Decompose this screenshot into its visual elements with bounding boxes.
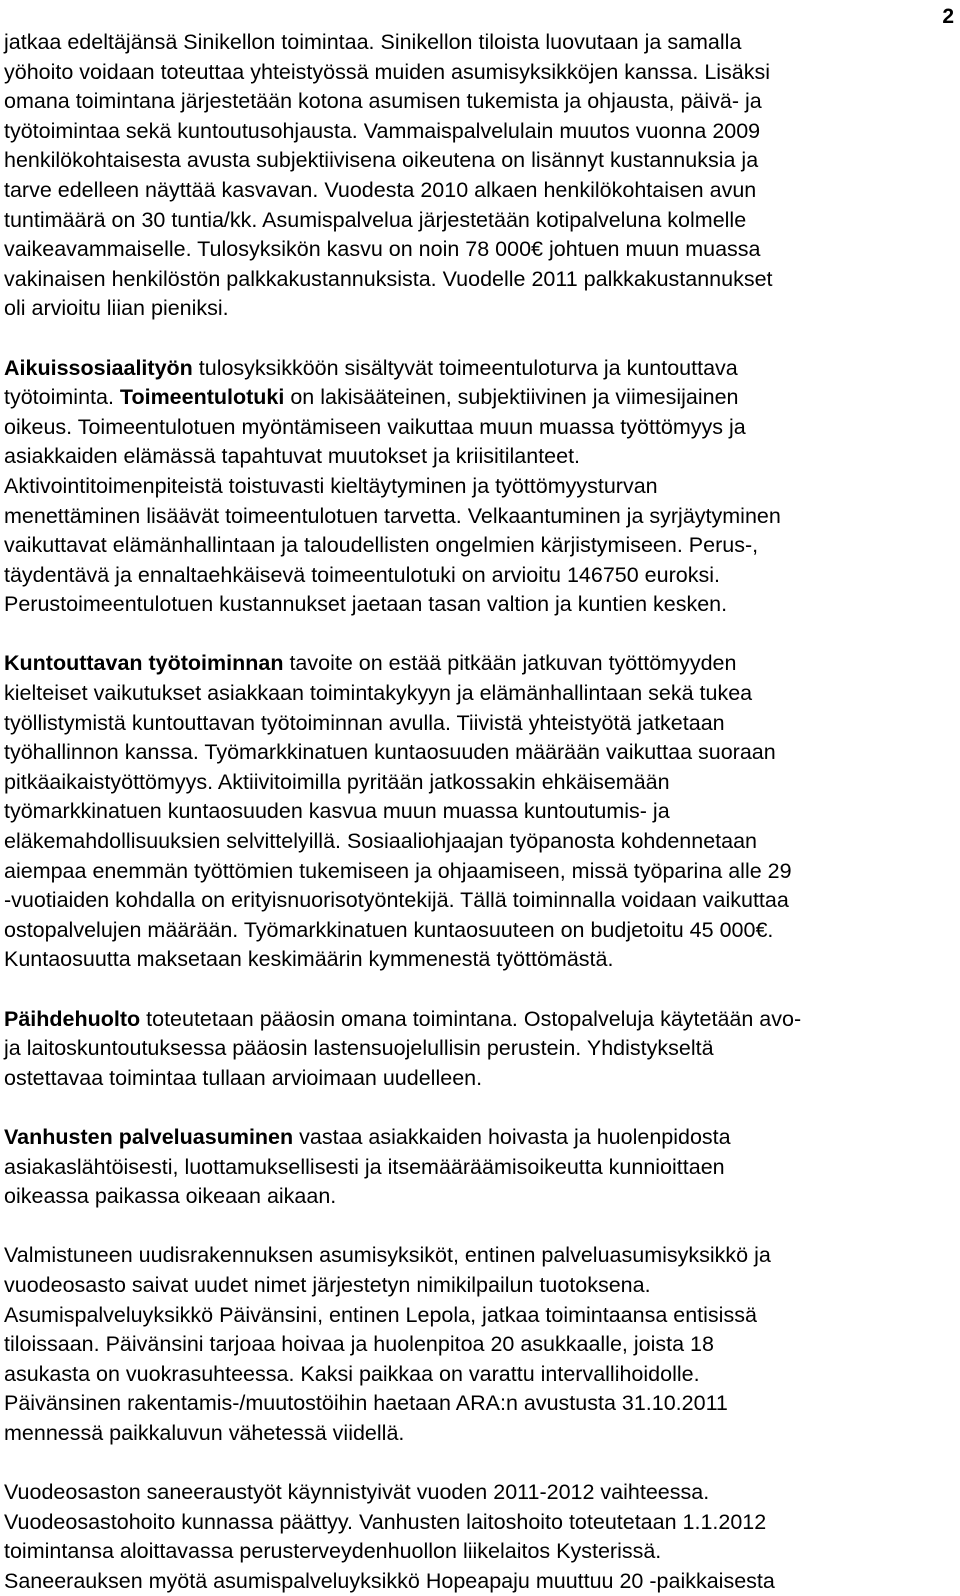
paragraph-gap	[4, 1093, 944, 1123]
text-line	[4, 916, 944, 946]
text-line	[4, 383, 944, 413]
body-text-segment: toimintansa aloittavassa perusterveydenhuollon liikelaitos Kysterissä.	[4, 1539, 662, 1564]
text-line	[4, 827, 944, 857]
text-line	[4, 649, 944, 679]
text-line	[4, 531, 944, 561]
text-line	[4, 1389, 944, 1419]
text-line	[4, 1153, 944, 1183]
text-line	[4, 1182, 944, 1212]
body-text-segment: työmarkkinatuen kuntaosuuden kasvua muun muassa kuntoutumis- ja	[4, 799, 670, 824]
bold-heading-text: Kuntouttavan työtoiminnan	[4, 651, 284, 676]
text-line	[4, 354, 944, 384]
body-text-segment: pitkäaikaistyöttömyys. Aktiivitoimilla pyritään jatkossakin ehkäisemään	[4, 769, 670, 794]
body-text-segment: henkilökohtaisesta avusta subjektiivisena oikeutena on lisännyt kustannuksia ja	[4, 148, 759, 173]
text-line	[4, 1567, 944, 1596]
paragraph	[4, 649, 944, 975]
text-line	[4, 1360, 944, 1390]
text-line	[4, 1301, 944, 1331]
paragraph	[4, 28, 944, 324]
body-text-segment: ja laitoskuntoutuksessa pääosin lastensuojelullisin perustein. Yhdistykseltä	[4, 1036, 714, 1061]
body-text-segment: menettäminen lisäävät toimeentulotuen tarvetta. Velkaantuminen ja syrjäytyminen	[4, 503, 781, 528]
text-line	[4, 1241, 944, 1271]
body-text-segment: tulosyksikköön sisältyvät toimeentuloturva ja kuntouttava	[192, 355, 738, 380]
text-line	[4, 117, 944, 147]
body-text-segment: Aktivointitoimenpiteistä toistuvasti kieltäytyminen ja työttömyysturvan	[4, 473, 658, 498]
bold-heading-text: Toimeentulotuki	[119, 385, 285, 410]
body-text-segment: vakinaisen henkilöstön palkkakustannuksista. Vuodelle 2011 palkkakustannukset	[4, 266, 773, 291]
body-text-segment: aiempaa enemmän työttömien tukemiseen ja ohjaamiseen, missä työparina alle 29	[4, 858, 792, 883]
text-line	[4, 58, 944, 88]
body-text-segment: omana toimintana järjestetään kotona asumisen tukemista ja ohjausta, päivä- ja	[4, 89, 762, 114]
text-line	[4, 945, 944, 975]
body-text-segment: oikeus. Toimeentulotuen myöntämiseen vaikuttaa muun muassa työttömyys ja	[4, 414, 746, 439]
body-text-segment: Valmistuneen uudisrakennuksen asumisyksiköt, entinen palveluasumisyksikkö ja	[4, 1243, 771, 1268]
body-text-segment: on lakisääteinen, subjektiivinen ja viimesijainen	[284, 385, 739, 410]
body-text-segment: vaikuttavat elämänhallintaan ja taloudellisten ongelmien kärjistymiseen. Perus-,	[4, 533, 759, 558]
text-line	[4, 590, 944, 620]
body-text-segment: toteutetaan pääosin omana toimintana. Ostopalveluja käytetään avo-	[140, 1006, 802, 1031]
paragraph	[4, 1005, 944, 1094]
body-text-segment: työhallinnon kanssa. Työmarkkinatuen kuntaosuuden määrään vaikuttaa suoraan	[4, 740, 776, 765]
body-text-segment: tavoite on estää pitkään jatkuvan työttömyyden	[283, 651, 737, 676]
body-text-segment: Päivänsinen rakentamis-/muutostöihin haetaan ARA:n avustusta 31.10.2011	[4, 1391, 728, 1416]
text-line	[4, 768, 944, 798]
page-number: 2	[942, 5, 954, 28]
text-line	[4, 146, 944, 176]
body-text-segment: Kuntaosuutta maksetaan keskimäärin kymmenestä työttömästä.	[4, 947, 614, 972]
text-line	[4, 857, 944, 887]
body-text-segment: asiakaslähtöisesti, luottamuksellisesti ja itsemääräämisoikeutta kunnioittaen	[4, 1154, 725, 1179]
body-text-segment: Vuodeosastohoito kunnassa päättyy. Vanhusten laitoshoito toteutetaan 1.1.2012	[4, 1509, 767, 1534]
body-text-segment: kielteiset vaikutukset asiakkaan toimintakykyyn ja elämänhallintaan sekä tukea	[4, 681, 753, 706]
body-text-segment: ostettavaa toimintaa tullaan arvioimaan uudelleen.	[4, 1065, 483, 1090]
body-text-segment: jatkaa edeltäjänsä Sinikellon toimintaa. Sinikellon tiloista luovutaan ja samalla	[4, 30, 742, 54]
body-text-segment: ostopalvelujen määrään. Työmarkkinatuen kuntaosuuteen on budjetoitu 45 000€.	[4, 917, 774, 942]
text-line	[4, 738, 944, 768]
paragraph-gap	[4, 324, 944, 354]
body-text-segment: yöhoito voidaan toteuttaa yhteistyössä muiden asumisyksikköjen kanssa. Lisäksi	[4, 59, 771, 84]
body-text	[4, 28, 944, 1596]
body-text-segment: asiakkaiden elämässä tapahtuvat muutokset ja kriisitilanteet.	[4, 444, 581, 469]
bold-heading-text: Päihdehuolto	[4, 1006, 141, 1031]
body-text-segment: oikeassa paikassa oikeaan aikaan.	[4, 1184, 337, 1209]
text-line	[4, 1508, 944, 1538]
text-line	[4, 886, 944, 916]
text-line	[4, 472, 944, 502]
text-line	[4, 294, 944, 324]
paragraph-gap	[4, 620, 944, 650]
bold-heading-text: Vanhusten palveluasuminen	[4, 1124, 294, 1149]
text-line	[4, 502, 944, 532]
text-line	[4, 1419, 944, 1449]
body-text-segment: vastaa asiakkaiden hoivasta ja huolenpidosta	[293, 1124, 731, 1149]
text-line	[4, 87, 944, 117]
text-line	[4, 442, 944, 472]
text-line	[4, 1271, 944, 1301]
paragraph	[4, 1241, 944, 1448]
text-line	[4, 413, 944, 443]
body-text-segment: vaikeavammaiselle. Tulosyksikön kasvu on noin 78 000€ johtuen muun muassa	[4, 237, 761, 262]
text-line	[4, 176, 944, 206]
body-text-segment: mennessä paikkaluvun vähetessä viidellä.	[4, 1420, 405, 1445]
body-text-segment: eläkemahdollisuuksien selvittelyillä. Sosiaaliohjaajan työpanosta kohdennetaan	[4, 829, 757, 854]
body-text-segment: työtoimintaa sekä kuntoutusohjausta. Vammaispalvelulain muutos vuonna 2009	[4, 118, 761, 143]
text-line	[4, 709, 944, 739]
body-text-segment: tiloissaan. Päivänsini tarjoaa hoivaa ja huolenpitoa 20 asukkaalle, joista 18	[4, 1332, 714, 1357]
paragraph-gap	[4, 975, 944, 1005]
body-text-segment: Perustoimeentulotuen kustannukset jaetaan tasan valtion ja kuntien kesken.	[4, 592, 728, 617]
text-line	[4, 1330, 944, 1360]
paragraph	[4, 354, 944, 620]
body-text-segment: Vuodeosaston saneeraustyöt käynnistyivät vuoden 2011-2012 vaihteessa.	[4, 1480, 710, 1505]
body-text-segment: tarve edelleen näyttää kasvavan. Vuodesta 2010 alkaen henkilökohtaisen avun	[4, 177, 757, 202]
text-line	[4, 797, 944, 827]
text-line	[4, 1537, 944, 1567]
body-text-segment: työllistymistä kuntouttavan työtoiminnan avulla. Tiivistä yhteistyötä jatketaan	[4, 710, 725, 735]
body-text-segment: Asumispalveluyksikkö Päivänsini, entinen Lepola, jatkaa toimintaansa entisissä	[4, 1302, 757, 1327]
text-line	[4, 1478, 944, 1508]
text-line	[4, 235, 944, 265]
text-line	[4, 265, 944, 295]
text-line	[4, 206, 944, 236]
text-line	[4, 1123, 944, 1153]
body-text-segment: työtoiminta.	[4, 385, 120, 410]
body-text-segment: oli arvioitu liian pieniksi.	[4, 296, 229, 321]
text-line	[4, 1064, 944, 1094]
text-line	[4, 679, 944, 709]
paragraph-gap	[4, 1449, 944, 1479]
paragraph-gap	[4, 1212, 944, 1242]
body-text-segment: asukasta on vuokrasuhteessa. Kaksi paikkaa on varattu intervallihoidolle.	[4, 1361, 700, 1386]
paragraph	[4, 1478, 944, 1596]
text-line	[4, 28, 944, 58]
body-text-segment: Saneerauksen myötä asumispalveluyksikkö Hopeapaju muuttuu 20 -paikkaisesta	[4, 1568, 775, 1593]
paragraph	[4, 1123, 944, 1212]
body-text-segment: täydentävä ja ennaltaehkäisevä toimeentulotuki on arvioitu 146750 euroksi.	[4, 562, 720, 587]
body-text-segment: vuodeosasto saivat uudet nimet järjestetyn nimikilpailun tuotoksena.	[4, 1272, 651, 1297]
text-line	[4, 1034, 944, 1064]
body-text-segment: -vuotiaiden kohdalla on erityisnuorisotyöntekijä. Tällä toiminnalla voidaan vaikuttaa	[4, 888, 789, 913]
bold-heading-text: Aikuissosiaalityön	[4, 355, 193, 380]
body-text-segment: tuntimäärä on 30 tuntia/kk. Asumispalvelua järjestetään kotipalveluna kolmelle	[4, 207, 747, 232]
text-line	[4, 561, 944, 591]
text-line	[4, 1005, 944, 1035]
